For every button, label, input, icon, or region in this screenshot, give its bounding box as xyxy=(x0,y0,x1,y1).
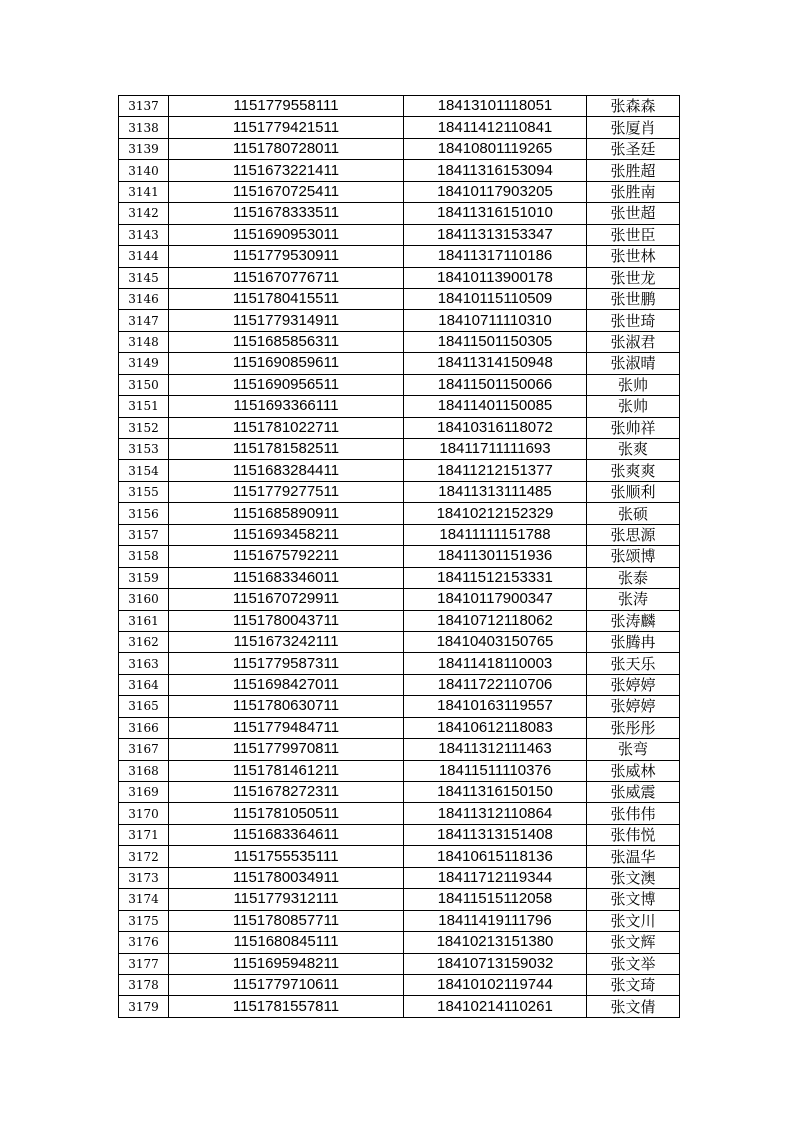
person-name-cell: 张威林 xyxy=(587,760,680,781)
table-row xyxy=(119,996,680,1017)
sequence-number-cell: 3178 xyxy=(119,974,169,995)
table-row xyxy=(119,546,680,567)
table-row xyxy=(119,181,680,202)
registration-number-cell: 1151678272311 xyxy=(169,782,404,803)
document-page xyxy=(118,95,680,1018)
registration-number-cell: 1151673242111 xyxy=(169,631,404,652)
candidate-number-cell: 18410113900178 xyxy=(404,267,587,288)
candidate-number-cell: 18410615118136 xyxy=(404,846,587,867)
person-name-cell: 张文倩 xyxy=(587,996,680,1017)
roster-table xyxy=(118,95,680,1018)
table-row xyxy=(119,117,680,138)
sequence-number-cell: 3143 xyxy=(119,224,169,245)
candidate-number-cell: 18410801119265 xyxy=(404,138,587,159)
registration-number-cell: 1151781461211 xyxy=(169,760,404,781)
sequence-number-cell: 3171 xyxy=(119,824,169,845)
table-row xyxy=(119,846,680,867)
registration-number-cell: 1151685890911 xyxy=(169,503,404,524)
table-row xyxy=(119,610,680,631)
registration-number-cell: 1151779277511 xyxy=(169,481,404,502)
candidate-number-cell: 18411313111485 xyxy=(404,481,587,502)
sequence-number-cell: 3142 xyxy=(119,203,169,224)
sequence-number-cell: 3168 xyxy=(119,760,169,781)
person-name-cell: 张帅祥 xyxy=(587,417,680,438)
registration-number-cell: 1151683284411 xyxy=(169,460,404,481)
candidate-number-cell: 18411515112058 xyxy=(404,889,587,910)
candidate-number-cell: 18411317110186 xyxy=(404,246,587,267)
registration-number-cell: 1151680845111 xyxy=(169,932,404,953)
person-name-cell: 张森森 xyxy=(587,96,680,117)
candidate-number-cell: 18410117900347 xyxy=(404,589,587,610)
candidate-number-cell: 18410403150765 xyxy=(404,631,587,652)
registration-number-cell: 1151683346011 xyxy=(169,567,404,588)
table-row xyxy=(119,396,680,417)
table-row xyxy=(119,96,680,117)
person-name-cell: 张胜南 xyxy=(587,181,680,202)
table-row xyxy=(119,353,680,374)
person-name-cell: 张婷婷 xyxy=(587,696,680,717)
person-name-cell: 张文辉 xyxy=(587,932,680,953)
sequence-number-cell: 3169 xyxy=(119,782,169,803)
registration-number-cell: 1151781022711 xyxy=(169,417,404,438)
table-row xyxy=(119,460,680,481)
person-name-cell: 张爽爽 xyxy=(587,460,680,481)
registration-number-cell: 1151779558111 xyxy=(169,96,404,117)
candidate-number-cell: 18411316153094 xyxy=(404,160,587,181)
registration-number-cell: 1151781557811 xyxy=(169,996,404,1017)
sequence-number-cell: 3152 xyxy=(119,417,169,438)
person-name-cell: 张伟悦 xyxy=(587,824,680,845)
registration-number-cell: 1151690956511 xyxy=(169,374,404,395)
table-row xyxy=(119,524,680,545)
registration-number-cell: 1151670729911 xyxy=(169,589,404,610)
sequence-number-cell: 3175 xyxy=(119,910,169,931)
table-row xyxy=(119,717,680,738)
sequence-number-cell: 3163 xyxy=(119,653,169,674)
candidate-number-cell: 18411501150066 xyxy=(404,374,587,395)
table-row xyxy=(119,288,680,309)
sequence-number-cell: 3164 xyxy=(119,674,169,695)
person-name-cell: 张温华 xyxy=(587,846,680,867)
candidate-number-cell: 18411512153331 xyxy=(404,567,587,588)
table-row xyxy=(119,653,680,674)
registration-number-cell: 1151675792211 xyxy=(169,546,404,567)
sequence-number-cell: 3172 xyxy=(119,846,169,867)
table-row xyxy=(119,310,680,331)
person-name-cell: 张淑晴 xyxy=(587,353,680,374)
registration-number-cell: 1151780728011 xyxy=(169,138,404,159)
person-name-cell: 张腾冉 xyxy=(587,631,680,652)
registration-number-cell: 1151780034911 xyxy=(169,867,404,888)
person-name-cell: 张泰 xyxy=(587,567,680,588)
person-name-cell: 张硕 xyxy=(587,503,680,524)
candidate-number-cell: 18411111151788 xyxy=(404,524,587,545)
sequence-number-cell: 3174 xyxy=(119,889,169,910)
registration-number-cell: 1151693458211 xyxy=(169,524,404,545)
table-row xyxy=(119,739,680,760)
sequence-number-cell: 3176 xyxy=(119,932,169,953)
person-name-cell: 张世超 xyxy=(587,203,680,224)
person-name-cell: 张文博 xyxy=(587,889,680,910)
table-row xyxy=(119,910,680,931)
registration-number-cell: 1151690859611 xyxy=(169,353,404,374)
sequence-number-cell: 3146 xyxy=(119,288,169,309)
candidate-number-cell: 18411712119344 xyxy=(404,867,587,888)
sequence-number-cell: 3179 xyxy=(119,996,169,1017)
sequence-number-cell: 3173 xyxy=(119,867,169,888)
table-row xyxy=(119,417,680,438)
candidate-number-cell: 18410213151380 xyxy=(404,932,587,953)
person-name-cell: 张婷婷 xyxy=(587,674,680,695)
person-name-cell: 张胜超 xyxy=(587,160,680,181)
sequence-number-cell: 3166 xyxy=(119,717,169,738)
candidate-number-cell: 18410163119557 xyxy=(404,696,587,717)
person-name-cell: 张顺利 xyxy=(587,481,680,502)
table-row xyxy=(119,932,680,953)
table-row xyxy=(119,867,680,888)
candidate-number-cell: 18410212152329 xyxy=(404,503,587,524)
person-name-cell: 张厦肖 xyxy=(587,117,680,138)
table-row xyxy=(119,782,680,803)
registration-number-cell: 1151780043711 xyxy=(169,610,404,631)
person-name-cell: 张思源 xyxy=(587,524,680,545)
candidate-number-cell: 18411511110376 xyxy=(404,760,587,781)
candidate-number-cell: 18411313151408 xyxy=(404,824,587,845)
registration-number-cell: 1151695948211 xyxy=(169,953,404,974)
registration-number-cell: 1151685856311 xyxy=(169,331,404,352)
person-name-cell: 张世臣 xyxy=(587,224,680,245)
registration-number-cell: 1151780857711 xyxy=(169,910,404,931)
table-row xyxy=(119,631,680,652)
table-row xyxy=(119,138,680,159)
candidate-number-cell: 18411711111693 xyxy=(404,439,587,460)
candidate-number-cell: 18411419111796 xyxy=(404,910,587,931)
registration-number-cell: 1151690953011 xyxy=(169,224,404,245)
person-name-cell: 张圣廷 xyxy=(587,138,680,159)
table-row xyxy=(119,674,680,695)
table-row xyxy=(119,760,680,781)
registration-number-cell: 1151779710611 xyxy=(169,974,404,995)
table-row xyxy=(119,953,680,974)
registration-number-cell: 1151755535111 xyxy=(169,846,404,867)
candidate-number-cell: 18411312110864 xyxy=(404,803,587,824)
person-name-cell: 张伟伟 xyxy=(587,803,680,824)
table-row xyxy=(119,803,680,824)
person-name-cell: 张爽 xyxy=(587,439,680,460)
table-row xyxy=(119,267,680,288)
registration-number-cell: 1151670725411 xyxy=(169,181,404,202)
registration-number-cell: 1151781582511 xyxy=(169,439,404,460)
person-name-cell: 张世鹏 xyxy=(587,288,680,309)
sequence-number-cell: 3138 xyxy=(119,117,169,138)
candidate-number-cell: 18410102119744 xyxy=(404,974,587,995)
registration-number-cell: 1151698427011 xyxy=(169,674,404,695)
sequence-number-cell: 3150 xyxy=(119,374,169,395)
table-row xyxy=(119,696,680,717)
sequence-number-cell: 3170 xyxy=(119,803,169,824)
table-row xyxy=(119,160,680,181)
sequence-number-cell: 3147 xyxy=(119,310,169,331)
registration-number-cell: 1151670776711 xyxy=(169,267,404,288)
registration-number-cell: 1151780630711 xyxy=(169,696,404,717)
registration-number-cell: 1151779314911 xyxy=(169,310,404,331)
sequence-number-cell: 3167 xyxy=(119,739,169,760)
person-name-cell: 张文川 xyxy=(587,910,680,931)
candidate-number-cell: 18411501150305 xyxy=(404,331,587,352)
sequence-number-cell: 3151 xyxy=(119,396,169,417)
person-name-cell: 张淑君 xyxy=(587,331,680,352)
registration-number-cell: 1151780415511 xyxy=(169,288,404,309)
registration-number-cell: 1151779312111 xyxy=(169,889,404,910)
candidate-number-cell: 18410713159032 xyxy=(404,953,587,974)
person-name-cell: 张帅 xyxy=(587,396,680,417)
sequence-number-cell: 3137 xyxy=(119,96,169,117)
sequence-number-cell: 3160 xyxy=(119,589,169,610)
table-row xyxy=(119,889,680,910)
person-name-cell: 张威震 xyxy=(587,782,680,803)
person-name-cell: 张世琦 xyxy=(587,310,680,331)
table-row xyxy=(119,503,680,524)
candidate-number-cell: 18411316151010 xyxy=(404,203,587,224)
sequence-number-cell: 3162 xyxy=(119,631,169,652)
sequence-number-cell: 3165 xyxy=(119,696,169,717)
candidate-number-cell: 18411312111463 xyxy=(404,739,587,760)
person-name-cell: 张文举 xyxy=(587,953,680,974)
sequence-number-cell: 3149 xyxy=(119,353,169,374)
table-row xyxy=(119,974,680,995)
candidate-number-cell: 18411418110003 xyxy=(404,653,587,674)
sequence-number-cell: 3177 xyxy=(119,953,169,974)
table-row xyxy=(119,824,680,845)
table-row xyxy=(119,374,680,395)
registration-number-cell: 1151683364611 xyxy=(169,824,404,845)
sequence-number-cell: 3157 xyxy=(119,524,169,545)
candidate-number-cell: 18410612118083 xyxy=(404,717,587,738)
registration-number-cell: 1151678333511 xyxy=(169,203,404,224)
person-name-cell: 张世林 xyxy=(587,246,680,267)
registration-number-cell: 1151779587311 xyxy=(169,653,404,674)
sequence-number-cell: 3154 xyxy=(119,460,169,481)
person-name-cell: 张弯 xyxy=(587,739,680,760)
sequence-number-cell: 3139 xyxy=(119,138,169,159)
candidate-number-cell: 18411212151377 xyxy=(404,460,587,481)
table-row xyxy=(119,224,680,245)
table-row xyxy=(119,589,680,610)
candidate-number-cell: 18411401150085 xyxy=(404,396,587,417)
registration-number-cell: 1151779421511 xyxy=(169,117,404,138)
sequence-number-cell: 3140 xyxy=(119,160,169,181)
sequence-number-cell: 3159 xyxy=(119,567,169,588)
sequence-number-cell: 3144 xyxy=(119,246,169,267)
candidate-number-cell: 18411412110841 xyxy=(404,117,587,138)
person-name-cell: 张帅 xyxy=(587,374,680,395)
candidate-number-cell: 18411301151936 xyxy=(404,546,587,567)
registration-number-cell: 1151779530911 xyxy=(169,246,404,267)
candidate-number-cell: 18411313153347 xyxy=(404,224,587,245)
candidate-number-cell: 18411314150948 xyxy=(404,353,587,374)
registration-number-cell: 1151779970811 xyxy=(169,739,404,760)
roster-table-body xyxy=(119,96,680,1018)
person-name-cell: 张文琦 xyxy=(587,974,680,995)
registration-number-cell: 1151779484711 xyxy=(169,717,404,738)
candidate-number-cell: 18413101118051 xyxy=(404,96,587,117)
table-row xyxy=(119,439,680,460)
candidate-number-cell: 18410214110261 xyxy=(404,996,587,1017)
candidate-number-cell: 18410316118072 xyxy=(404,417,587,438)
person-name-cell: 张天乐 xyxy=(587,653,680,674)
sequence-number-cell: 3156 xyxy=(119,503,169,524)
person-name-cell: 张涛麟 xyxy=(587,610,680,631)
candidate-number-cell: 18411316150150 xyxy=(404,782,587,803)
table-row xyxy=(119,481,680,502)
registration-number-cell: 1151693366111 xyxy=(169,396,404,417)
person-name-cell: 张颂博 xyxy=(587,546,680,567)
sequence-number-cell: 3155 xyxy=(119,481,169,502)
registration-number-cell: 1151673221411 xyxy=(169,160,404,181)
candidate-number-cell: 18411722110706 xyxy=(404,674,587,695)
registration-number-cell: 1151781050511 xyxy=(169,803,404,824)
table-row xyxy=(119,567,680,588)
person-name-cell: 张文澳 xyxy=(587,867,680,888)
person-name-cell: 张彤彤 xyxy=(587,717,680,738)
table-row xyxy=(119,203,680,224)
sequence-number-cell: 3141 xyxy=(119,181,169,202)
sequence-number-cell: 3148 xyxy=(119,331,169,352)
candidate-number-cell: 18410712118062 xyxy=(404,610,587,631)
candidate-number-cell: 18410115110509 xyxy=(404,288,587,309)
person-name-cell: 张世龙 xyxy=(587,267,680,288)
sequence-number-cell: 3161 xyxy=(119,610,169,631)
table-row xyxy=(119,331,680,352)
person-name-cell: 张涛 xyxy=(587,589,680,610)
candidate-number-cell: 18410711110310 xyxy=(404,310,587,331)
sequence-number-cell: 3153 xyxy=(119,439,169,460)
table-row xyxy=(119,246,680,267)
sequence-number-cell: 3145 xyxy=(119,267,169,288)
candidate-number-cell: 18410117903205 xyxy=(404,181,587,202)
sequence-number-cell: 3158 xyxy=(119,546,169,567)
